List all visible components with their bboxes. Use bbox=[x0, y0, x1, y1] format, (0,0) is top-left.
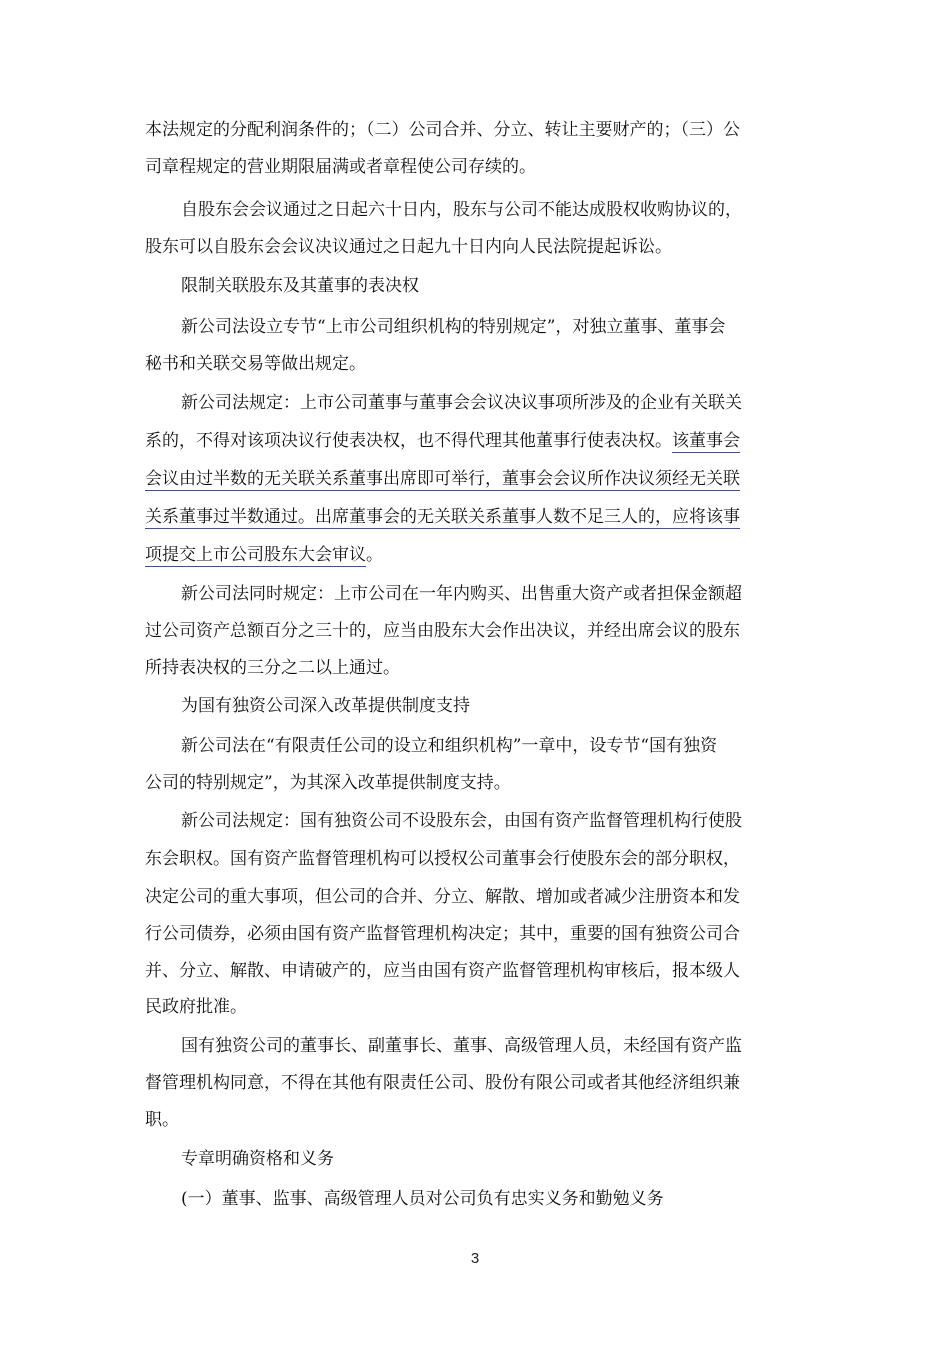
underlined-text: 会议由过半数的无关联关系董事出席即可举行，董事会会议所作决议须经无关联 bbox=[145, 469, 740, 489]
text-line: 自股东会会议通过之日起六十日内，股东与公司不能达成股权收购协议的， bbox=[181, 200, 742, 220]
underlined-text: 关系董事过半数通过。出席董事会的无关联关系董事人数不足三人的，应将该事 bbox=[145, 507, 740, 527]
text-line: 决定公司的重大事项，但公司的合并、分立、解散、增加或者减少注册资本和发 bbox=[145, 887, 740, 907]
section-heading: 为国有独资公司深入改革提供制度支持 bbox=[181, 696, 470, 716]
list-item: (一）董事、监事、高级管理人员对公司负有忠实义务和勤勉义务 bbox=[181, 1189, 664, 1209]
text-line: 所持表决权的三分之二以上通过。 bbox=[145, 658, 400, 678]
text-line bbox=[145, 505, 740, 529]
text-line: 新公司法规定：国有独资公司不设股东会，由国有资产监督管理机构行使股 bbox=[181, 811, 742, 831]
text-span: 系的，不得对该项决议行使表决权，也不得代理其他董事行使表决权。 bbox=[145, 431, 672, 451]
text-line: 新公司法在“有限责任公司的设立和组织机构”一章中，设专节“国有独资 bbox=[181, 736, 718, 756]
section-heading: 专章明确资格和义务 bbox=[181, 1149, 334, 1169]
section-heading: 限制关联股东及其董事的表决权 bbox=[181, 276, 419, 296]
text-line bbox=[145, 543, 383, 567]
underlined-text: 该董事会 bbox=[672, 431, 740, 451]
text-line: 国有独资公司的董事长、副董事长、董事、高级管理人员，未经国有资产监 bbox=[181, 1036, 742, 1056]
text-line bbox=[145, 429, 740, 453]
text-line: 新公司法设立专节“上市公司组织机构的特别规定”，对独立董事、董事会 bbox=[181, 317, 726, 337]
text-line: 并、分立、解散、申请破产的，应当由国有资产监督管理机构审核后，报本级人 bbox=[145, 961, 740, 981]
text-line: 公司的特别规定”，为其深入改革提供制度支持。 bbox=[145, 773, 511, 793]
text-line: 新公司法规定：上市公司董事与董事会会议决议事项所涉及的企业有关联关 bbox=[181, 393, 742, 413]
underlined-text: 项提交上市公司股东大会审议 bbox=[145, 545, 366, 565]
text-line: 司章程规定的营业期限届满或者章程使公司存续的。 bbox=[145, 157, 536, 177]
text-line: 行公司债券，必须由国有资产监督管理机构决定；其中，重要的国有独资公司合 bbox=[145, 924, 740, 944]
text-line: 股东可以自股东会会议决议通过之日起九十日内向人民法院提起诉讼。 bbox=[145, 237, 672, 257]
text-line: 秘书和关联交易等做出规定。 bbox=[145, 354, 366, 374]
text-line: 本法规定的分配利润条件的；（二）公司合并、分立、转让主要财产的；（三）公 bbox=[145, 120, 740, 140]
text-line bbox=[145, 467, 740, 491]
text-line: 过公司资产总额百分之三十的，应当由股东大会作出决议，并经出席会议的股东 bbox=[145, 621, 740, 641]
text-line: 东会职权。国有资产监督管理机构可以授权公司董事会行使股东会的部分职权， bbox=[145, 849, 740, 869]
text-line: 职。 bbox=[145, 1110, 179, 1130]
text-line: 督管理机构同意，不得在其他有限责任公司、股份有限公司或者其他经济组织兼 bbox=[145, 1073, 740, 1093]
text-line: 新公司法同时规定：上市公司在一年内购买、出售重大资产或者担保金额超 bbox=[181, 584, 742, 604]
text-span: 。 bbox=[366, 545, 383, 565]
page-number: 3 bbox=[470, 1250, 480, 1267]
text-line: 民政府批准。 bbox=[145, 997, 247, 1017]
